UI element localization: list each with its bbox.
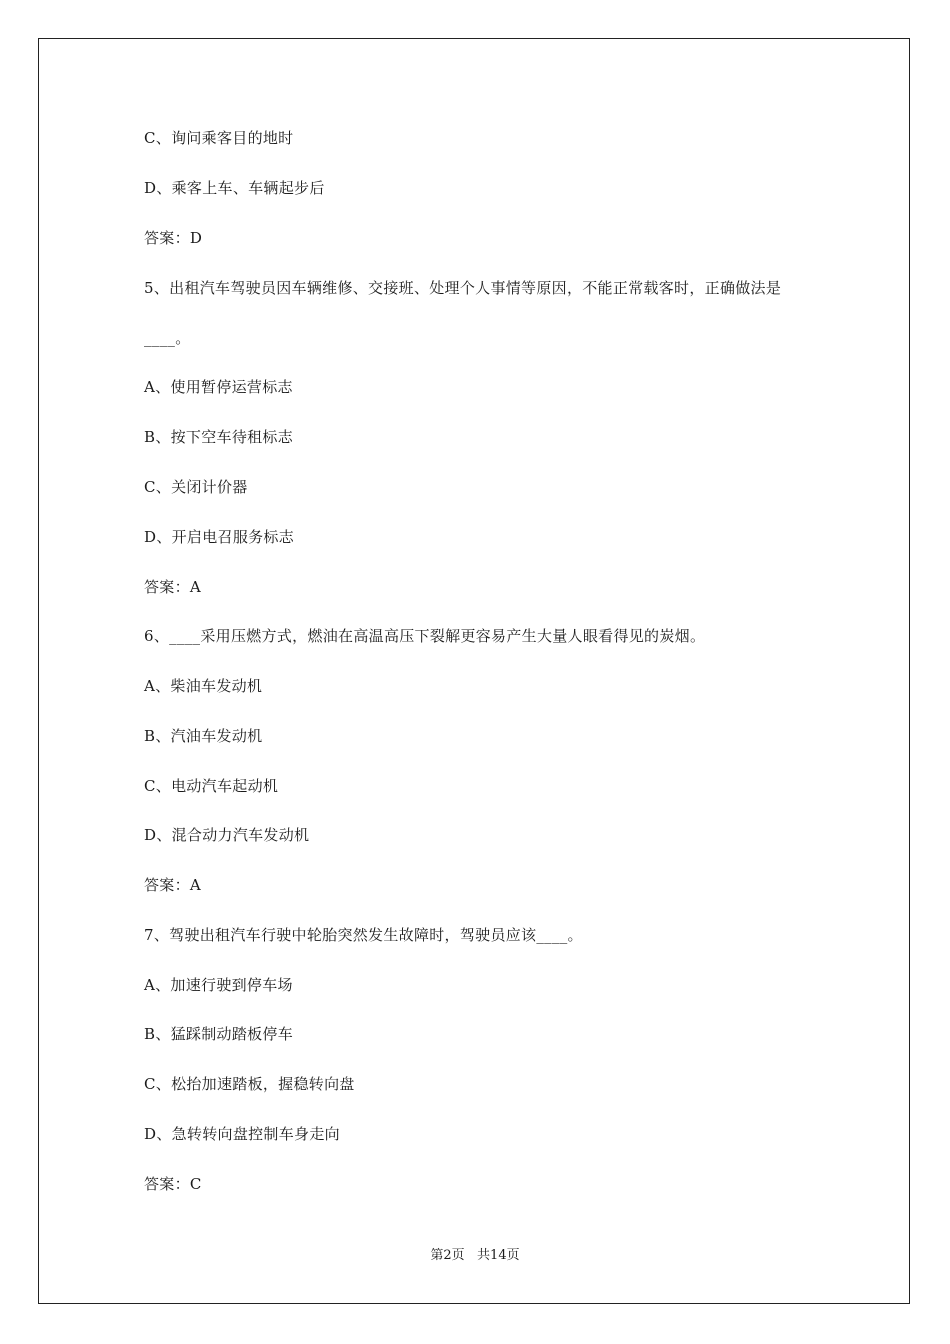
option-a-q6: A、柴油车发动机 bbox=[144, 677, 263, 695]
answer-q6: 答案：A bbox=[144, 876, 202, 894]
question-5-blank: ____。 bbox=[144, 329, 191, 347]
option-d-q7: D、急转转向盘控制车身走向 bbox=[144, 1125, 340, 1143]
option-d-q4: D、乘客上车、车辆起步后 bbox=[144, 179, 325, 197]
answer-q5: 答案：A bbox=[144, 578, 202, 596]
question-7: 7、驾驶出租汽车行驶中轮胎突然发生故障时，驾驶员应该____。 bbox=[144, 926, 583, 944]
option-b-q6: B、汽油车发动机 bbox=[144, 727, 263, 745]
answer-q7: 答案：C bbox=[144, 1175, 202, 1193]
question-5: 5、出租汽车驾驶员因车辆维修、交接班、处理个人事情等原因，不能正常载客时，正确做法是 bbox=[144, 279, 782, 297]
option-d-q5: D、开启电召服务标志 bbox=[144, 528, 295, 546]
option-b-q5: B、按下空车待租标志 bbox=[144, 428, 294, 446]
answer-q4: 答案：D bbox=[144, 229, 203, 247]
option-c-q6: C、电动汽车起动机 bbox=[144, 777, 279, 795]
page-footer: 第2页 共14页 bbox=[430, 1248, 520, 1263]
option-c-q4: C、询问乘客目的地时 bbox=[144, 129, 294, 147]
option-d-q6: D、混合动力汽车发动机 bbox=[144, 826, 310, 844]
option-c-q5: C、关闭计价器 bbox=[144, 478, 248, 496]
option-a-q7: A、加速行驶到停车场 bbox=[144, 976, 293, 994]
option-a-q5: A、使用暂停运营标志 bbox=[144, 378, 293, 396]
question-6: 6、____采用压燃方式，燃油在高温高压下裂解更容易产生大量人眼看得见的炭烟。 bbox=[144, 627, 706, 645]
option-b-q7: B、猛踩制动踏板停车 bbox=[144, 1025, 294, 1043]
option-c-q7: C、松抬加速踏板，握稳转向盘 bbox=[144, 1075, 355, 1093]
